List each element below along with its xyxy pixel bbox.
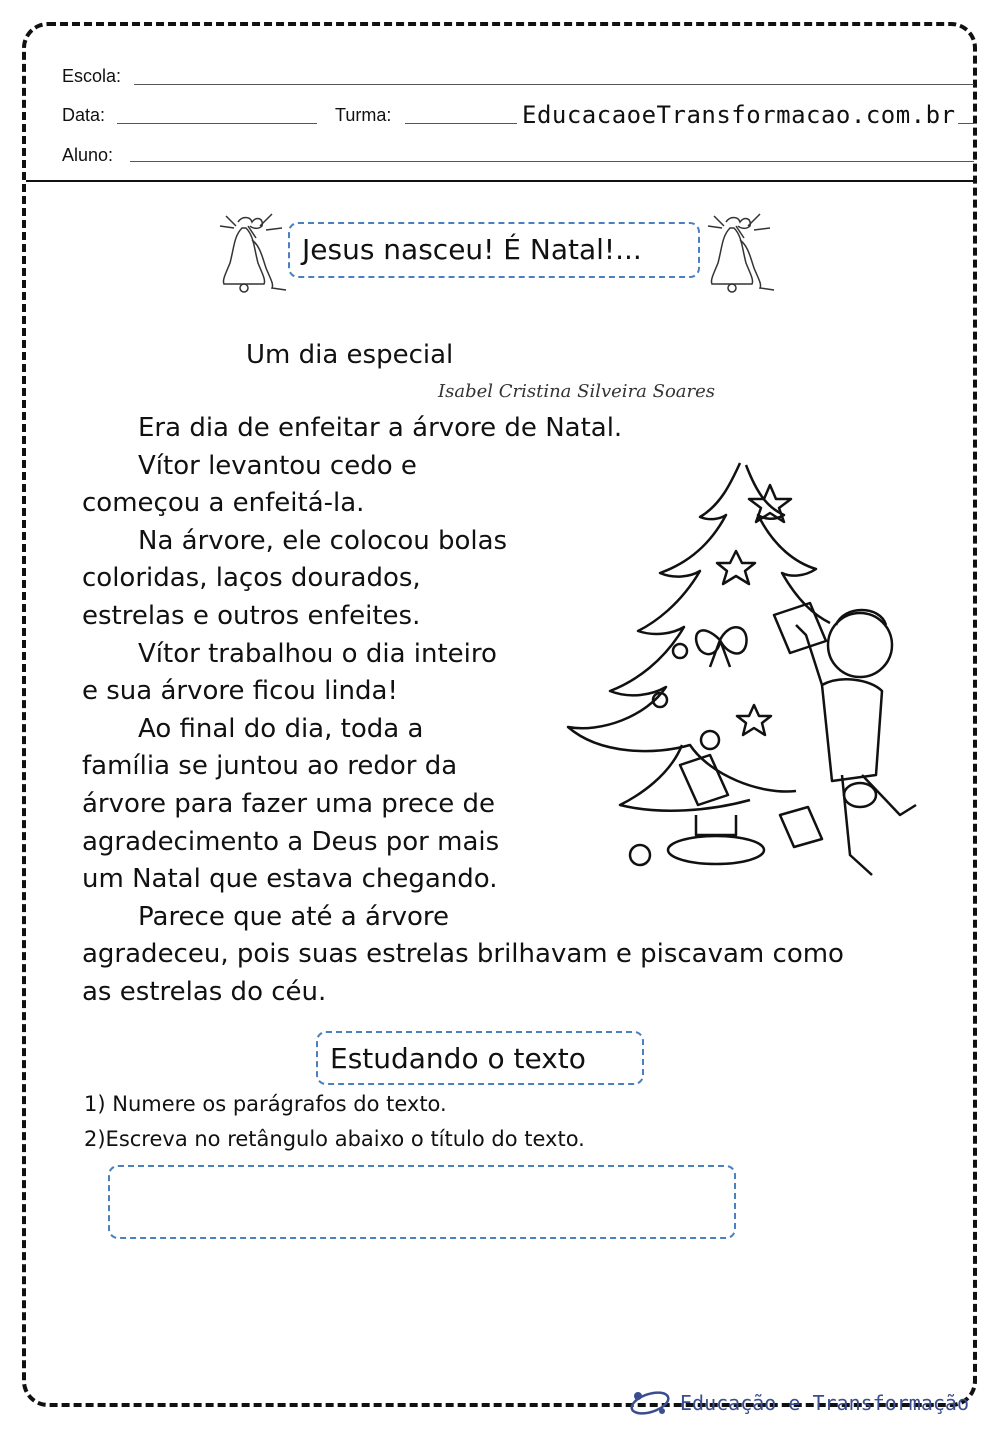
bell-left-icon [212,208,292,303]
bell-right-icon [700,208,780,303]
question-2: 2)Escreva no retângulo abaixo o título do texto. [84,1127,585,1151]
question-1: 1) Numere os parágrafos do texto. [84,1092,447,1116]
story-line: as estrelas do céu. [82,976,327,1007]
story-line: Vítor trabalhou o dia inteiro [138,638,497,669]
christmas-tree-illustration [560,455,930,905]
school-field[interactable] [134,84,974,85]
website-url: EducacaoeTransformacao.com.br [522,101,956,129]
story-line: família se juntou ao redor da [82,751,458,782]
section-title-box [316,1031,644,1085]
story-line: um Natal que estava chegando. [82,864,498,895]
story-line: Vítor levantou cedo e [138,450,417,481]
story-line: Ao final do dia, toda a [138,713,424,744]
story-line: agradeceu, pois suas estrelas brilhavam e piscavam como [82,939,844,970]
header-divider [26,180,974,182]
story-author: Isabel Cristina Silveira Soares [438,381,716,402]
story-line: Na árvore, ele colocou bolas [138,525,508,556]
story-line: estrelas e outros enfeites. [82,600,421,631]
school-label: Escola: [62,66,122,86]
story-line: Parece que até a árvore [138,901,449,932]
section-title: Estudando o texto [330,1042,586,1075]
story-line: e sua árvore ficou linda! [82,676,398,707]
answer-box[interactable] [108,1165,736,1239]
story-line: árvore para fazer uma prece de [82,788,495,819]
date-field[interactable] [117,123,317,124]
footer-brand: Educação e Transformação [680,1391,969,1415]
title-box [288,222,700,278]
story-line: Era dia de enfeitar a árvore de Natal. [138,413,623,443]
story-line: começou a enfeitá-la. [82,488,365,519]
story-line: coloridas, laços dourados, [82,563,421,594]
class-field-end [958,123,974,124]
story-subtitle: Um dia especial [246,340,454,370]
student-field[interactable] [130,161,974,162]
page-title: Jesus nasceu! É Natal!... [302,233,642,266]
story-line: agradecimento a Deus por mais [82,826,500,857]
class-label: Turma: [335,105,392,125]
date-label: Data: [62,105,106,125]
student-label: Aluno: [62,145,114,165]
class-field[interactable] [405,123,517,124]
brand-logo-icon [628,1386,674,1420]
